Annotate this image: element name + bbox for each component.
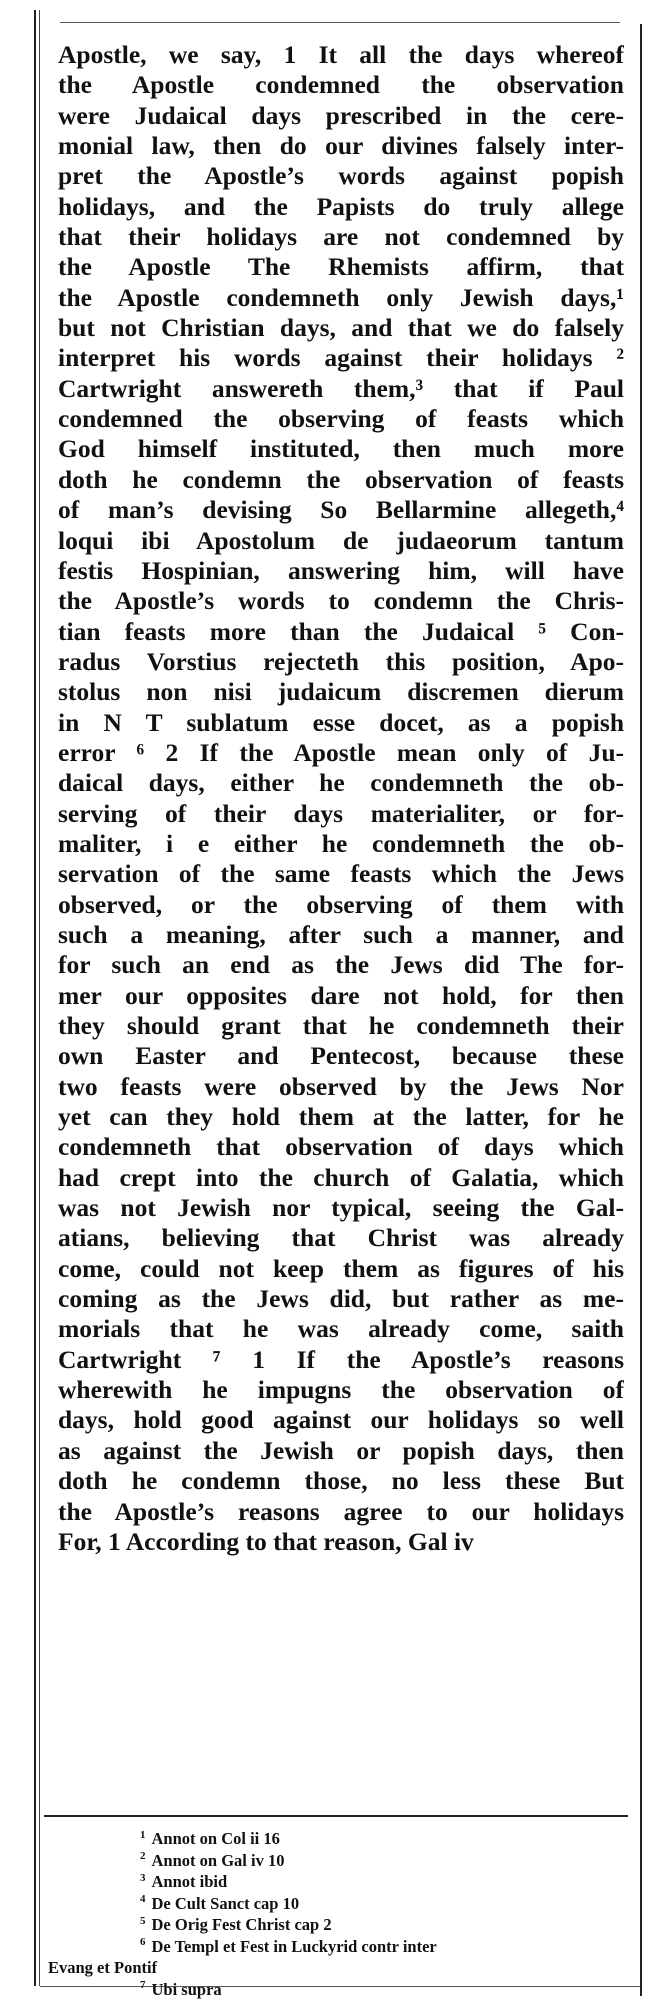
body-line: but not Christian days, and that we do falsely (58, 313, 624, 343)
body-line: as against the Jewish or popish days, then (58, 1436, 624, 1466)
footnote (48, 1979, 628, 2000)
body-line: holidays, and the Papists do truly allege (58, 192, 624, 222)
body-line: God himself instituted, then much more (58, 434, 624, 464)
body-line: daical days, either he condemneth the ob- (58, 768, 624, 798)
body-line: come, could not keep them as figures of his (58, 1254, 624, 1284)
body-line: for such an end as the Jews did The for- (58, 950, 624, 980)
body-line: days, hold good against our holidays so well (58, 1405, 624, 1435)
body-line: mer our opposites dare not hold, for then (58, 981, 624, 1011)
footnote-text: Ubi supra (152, 1980, 222, 1999)
body-line: Cartwright answereth them,³ that if Paul (58, 374, 624, 404)
footnote-number: 4 (140, 1893, 146, 1905)
footnote-number: 1 (140, 1829, 146, 1841)
body-line: Apostle, we say, 1 It all the days whereof (58, 40, 624, 70)
body-line: tian feasts more than the Judaical ⁵ Con- (58, 617, 624, 647)
footnote-number: 6 (140, 1936, 146, 1948)
body-line: the Apostle condemned the observation (58, 70, 624, 100)
body-line: radus Vorstius rejecteth this position, Apo- (58, 647, 624, 677)
body-line: stolus non nisi judaicum discremen dierum (58, 677, 624, 707)
body-line: observed, or the observing of them with (58, 890, 624, 920)
body-line: maliter, i e either he condemneth the ob- (58, 829, 624, 859)
body-line: wherewith he impugns the observation of (58, 1375, 624, 1405)
body-line: monial law, then do our divines falsely inter- (58, 131, 624, 161)
body-line: condemned the observing of feasts which (58, 404, 624, 434)
body-line: in N T sublatum esse docet, as a popish (58, 708, 624, 738)
body-line: error ⁶ 2 If the Apostle mean only of Ju- (58, 738, 624, 768)
body-line: doth he condemn the observation of feasts (58, 465, 624, 495)
left-margin-inner-rule (39, 10, 40, 1986)
body-line: Cartwright ⁷ 1 If the Apostle’s reasons (58, 1345, 624, 1375)
body-line: was not Jewish nor typical, seeing the Gal- (58, 1193, 624, 1223)
body-line: the Apostle’s reasons agree to our holidays (58, 1497, 624, 1527)
body-line: For, 1 According to that reason, Gal iv (58, 1527, 624, 1557)
footnote-text: Annot ibid (152, 1872, 228, 1891)
footnote-number: 2 (140, 1850, 146, 1862)
body-line: they should grant that he condemneth their (58, 1011, 624, 1041)
footnote (48, 1893, 628, 1915)
footnote-text: Evang et Pontif (48, 1958, 157, 1977)
body-line: yet can they hold them at the latter, for he (58, 1102, 624, 1132)
footnote (48, 1957, 628, 1979)
body-line: doth he condemn those, no less these But (58, 1466, 624, 1496)
footnote-text: Annot on Gal iv 10 (152, 1851, 285, 1870)
body-line: morials that he was already come, saith (58, 1314, 624, 1344)
body-line: servation of the same feasts which the Jews (58, 859, 624, 889)
body-line: condemneth that observation of days which (58, 1132, 624, 1162)
body-line: had crept into the church of Galatia, which (58, 1163, 624, 1193)
footnote (48, 1828, 628, 1850)
footnote (48, 1850, 628, 1872)
body-line: coming as the Jews did, but rather as me- (58, 1284, 624, 1314)
body-line: were Judaical days prescribed in the cere- (58, 101, 624, 131)
body-line: serving of their days materialiter, or for- (58, 799, 624, 829)
body-line: of man’s devising So Bellarmine allegeth,⁴ (58, 495, 624, 525)
body-line: festis Hospinian, answering him, will have (58, 556, 624, 586)
footnote-text: Annot on Col ii 16 (152, 1829, 280, 1848)
footnote-text: De Orig Fest Christ cap 2 (152, 1915, 332, 1934)
footnote-number: 5 (140, 1915, 146, 1927)
footnote-number: 7 (140, 1979, 146, 1991)
body-line: two feasts were observed by the Jews Nor (58, 1072, 624, 1102)
body-line: atians, believing that Christ was already (58, 1223, 624, 1253)
body-line: the Apostle condemneth only Jewish days,¹ (58, 283, 624, 313)
footnote-text: De Templ et Fest in Luckyrid contr inter (152, 1937, 437, 1956)
body-line: the Apostle The Rhemists affirm, that (58, 252, 624, 282)
footnote (48, 1914, 628, 1936)
body-line: pret the Apostle’s words against popish (58, 161, 624, 191)
right-margin-rule (640, 24, 642, 1996)
body-text (58, 40, 624, 1557)
footnote (48, 1936, 628, 1958)
footnote-number: 3 (140, 1872, 146, 1884)
left-margin-rule (34, 10, 36, 1986)
body-line: interpret his words against their holidays ² (58, 343, 624, 373)
footnote (48, 1871, 628, 1893)
footnote-separator (44, 1815, 628, 1817)
body-line: that their holidays are not condemned by (58, 222, 624, 252)
body-line: loqui ibi Apostolum de judaeorum tantum (58, 526, 624, 556)
body-line: the Apostle’s words to condemn the Chris- (58, 586, 624, 616)
body-line: such a meaning, after such a manner, and (58, 920, 624, 950)
footnote-text: De Cult Sanct cap 10 (152, 1894, 300, 1913)
top-rule (60, 22, 620, 23)
footnotes (48, 1828, 628, 2000)
body-line: own Easter and Pentecost, because these (58, 1041, 624, 1071)
